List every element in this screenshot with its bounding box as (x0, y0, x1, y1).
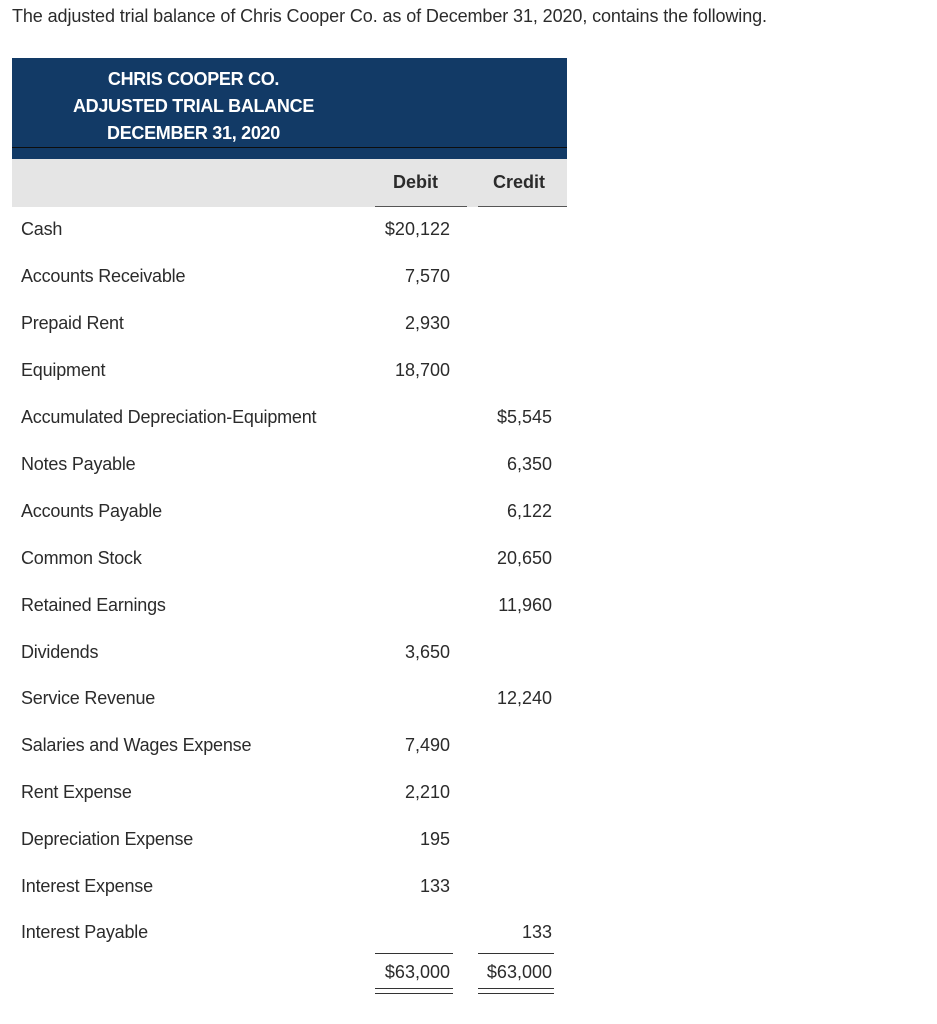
table-row (0, 548, 937, 578)
debit-amount: 195 (419, 829, 450, 849)
account-name: Service Revenue (21, 688, 156, 708)
credit-amount: 6,350 (506, 454, 552, 474)
credit-total-rule (478, 953, 554, 954)
account-name: Notes Payable (21, 454, 136, 474)
credit-amount: 20,650 (496, 548, 552, 568)
debit-amount: 133 (419, 876, 450, 896)
debit-total: $63,000 (384, 962, 450, 982)
debit-total-rule (375, 953, 453, 954)
table-row (0, 876, 937, 906)
table-row (0, 313, 937, 343)
debit-amount: 2,210 (404, 782, 450, 802)
account-name: Depreciation Expense (21, 829, 194, 849)
debit-amount: 7,490 (404, 735, 450, 755)
credit-amount: 11,960 (498, 595, 552, 615)
statement-title: ADJUSTED TRIAL BALANCE (72, 96, 315, 116)
table-row (0, 407, 937, 437)
table-row (0, 922, 937, 952)
account-name: Interest Expense (21, 876, 153, 896)
credit-header-underline (478, 206, 567, 207)
table-row (0, 595, 937, 625)
debit-amount: $20,122 (384, 219, 450, 239)
table-row (0, 782, 937, 812)
statement-heading (12, 58, 567, 159)
credit-amount: 133 (521, 922, 552, 942)
account-name: Common Stock (21, 548, 142, 568)
table-row (0, 688, 937, 718)
table-row (0, 642, 937, 672)
debit-header-underline (375, 206, 467, 207)
account-name: Rent Expense (21, 782, 132, 802)
account-name: Retained Earnings (21, 595, 166, 615)
debit-column-header: Debit (393, 172, 438, 192)
debit-double-underline (375, 988, 453, 994)
heading-divider (12, 147, 567, 148)
company-name: CHRIS COOPER CO. (107, 69, 280, 89)
table-row (0, 829, 937, 859)
table-row (0, 266, 937, 296)
account-name: Dividends (21, 642, 99, 662)
column-header-band (12, 159, 567, 207)
debit-amount: 3,650 (404, 642, 450, 662)
intro-text: The adjusted trial balance of Chris Cooper Co. as of December 31, 2020, contains the following. (12, 6, 767, 26)
account-name: Salaries and Wages Expense (21, 735, 252, 755)
credit-amount: 12,240 (496, 688, 552, 708)
account-name: Accounts Receivable (21, 266, 186, 286)
account-name: Accumulated Depreciation-Equipment (21, 407, 317, 427)
table-row (0, 219, 937, 249)
debit-amount: 2,930 (404, 313, 450, 333)
debit-amount: 7,570 (404, 266, 450, 286)
account-name: Accounts Payable (21, 501, 162, 521)
credit-amount: $5,545 (496, 407, 552, 427)
credit-column-header: Credit (493, 172, 546, 192)
account-name: Prepaid Rent (21, 313, 124, 333)
account-name: Interest Payable (21, 922, 148, 942)
table-row (0, 501, 937, 531)
table-row (0, 454, 937, 484)
account-name: Equipment (21, 360, 106, 380)
credit-total: $63,000 (486, 962, 552, 982)
statement-date: DECEMBER 31, 2020 (107, 123, 280, 143)
table-row (0, 360, 937, 390)
debit-amount: 18,700 (394, 360, 450, 380)
table-row (0, 735, 937, 765)
account-name: Cash (21, 219, 63, 239)
credit-amount: 6,122 (506, 501, 552, 521)
credit-double-underline (478, 988, 554, 994)
